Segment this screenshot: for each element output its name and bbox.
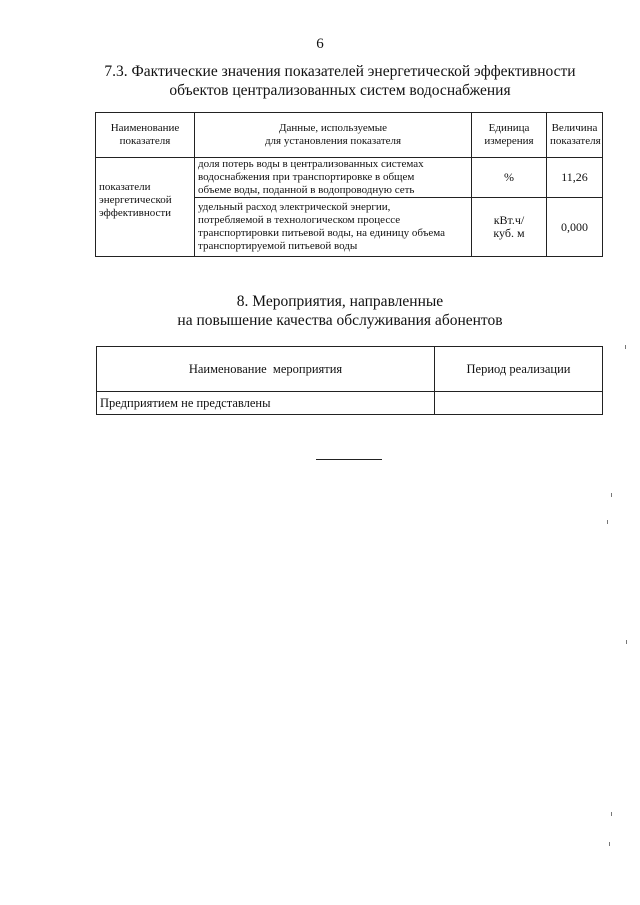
row-unit: кВт.ч/ куб. м	[472, 198, 547, 257]
row-unit: %	[472, 158, 547, 198]
section-7-3-title-line1: 7.3. Фактические значения показателей энергетической эффективности	[104, 63, 576, 80]
section-8-title-line2: на повышение качества обслуживания абонентов	[177, 312, 503, 329]
section-7-3-title-line2: объектов централизованных систем водоснабжения	[169, 82, 511, 99]
scan-speck	[626, 640, 627, 644]
row-data-description: удельный расход электрической энергии, потребляемой в технологическом процессе транспортировки питьевой воды, на единицу объема транспортируемой питьевой воды	[195, 198, 472, 257]
measure-period	[435, 392, 603, 415]
scan-speck	[609, 842, 610, 846]
header-unit: Единица измерения	[472, 113, 547, 158]
row-data-description: доля потерь воды в централизованных системах водоснабжения при транспортировке в общем объеме воды, поданной в водопроводную сеть	[195, 158, 472, 198]
header-measure-name: Наименование мероприятия	[97, 347, 435, 392]
section-8-title	[60, 292, 620, 330]
scan-speck	[611, 493, 612, 497]
group-label-cell: показатели энергетической эффективности	[96, 158, 195, 257]
table-header-row	[96, 113, 603, 158]
row-value: 11,26	[547, 158, 603, 198]
table-row	[97, 392, 603, 415]
energy-efficiency-table	[95, 112, 603, 257]
table-row	[96, 158, 603, 198]
scan-speck	[611, 812, 612, 816]
measures-table	[96, 346, 603, 415]
page-number: 6	[316, 36, 324, 52]
header-indicator-name: Наименование показателя	[96, 113, 195, 158]
end-rule	[316, 459, 382, 460]
scan-speck	[625, 345, 626, 349]
row-value: 0,000	[547, 198, 603, 257]
section-8-title-line1: 8. Мероприятия, направленные	[236, 293, 444, 310]
header-source-data: Данные, используемые для установления показателя	[195, 113, 472, 158]
header-value: Величина показателя	[547, 113, 603, 158]
header-period: Период реализации	[435, 347, 603, 392]
scan-speck	[607, 520, 608, 524]
section-7-3-title	[60, 62, 620, 100]
table-header-row	[97, 347, 603, 392]
measure-name: Предприятием не представлены	[97, 392, 435, 415]
